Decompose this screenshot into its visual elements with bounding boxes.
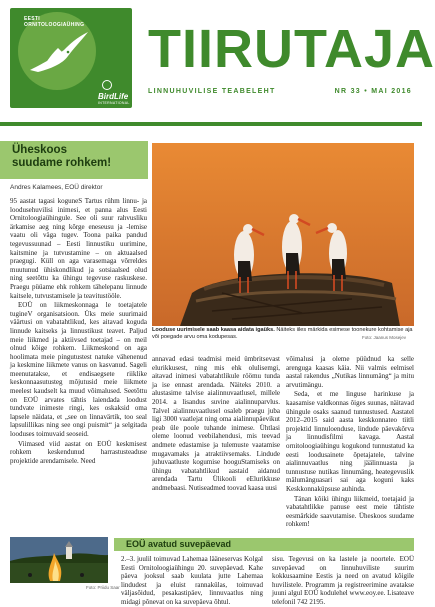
lead-paragraph: annavad edasi teadmisi meid ümbritsevast elurikkusest, ning mis ehk olulisemgi, aitavad inimesi vabatahtlikule röömu tunda ja ise ennast arendada. Näiteks 2010. a alustasime talvise aialinnuvaatlusel, millele 2014. a lisandus suvine aialinnuparvlus. Talvel aialinnuvaatlusel osaleb praegu juba ligi 3000 vaatlejat ning oma aialinnupäevikut peab üle poole tuhande inimese. Ühtlasi oleme loonud veebilahendusi, mis teevad andmete edastamise ja tulemuste vaatamise mugavamaks ja atraktiivsemaks. Lindude juhuvaatluste kogumise hooguStamiseks on ühingu vabatahtlikud aastaid aidanud arendada Tartu Ülikooli eElurikkuse andmebaasi. Nutiseadmed toovad kaasa uusi [152,355,280,492]
birdlife-logo-text: BirdLife [98,92,129,101]
newsletter-tagline: LINNUHUVILISE TEABELEHT [148,87,276,95]
newsletter-title: TIIRUTAJA [148,19,435,79]
birdlife-globe-icon [102,80,112,90]
lead-column-3 [286,355,414,535]
bottom-paragraph: 2.–3. juulil toimuvad Lahemaa lääneservas Kolgal Eesti Ornitoloogiaühingu 20. suvepäevad. Kahe päeva jooksul saab kuulata jutte Lahemaa lindudest ja eluist rannakülas, toimuvad väljasõidud, pesakastipäev, linnuvaatlus ning midagi põnevat on ka suvepäeva õhtul. [121,555,263,606]
tern-logo-icon [24,26,94,86]
photo-credit: Foto: Jaanus Mosejev [362,335,407,340]
storks-on-nest-image [152,143,414,326]
masthead-divider [0,122,422,126]
masthead-subbar [148,84,412,98]
lead-column-2 [152,355,280,535]
bottom-photo-credit: Foto: Priidu Saar [86,585,120,590]
bottom-column-1 [121,555,263,606]
bonfire-image [10,537,108,583]
lead-paragraph: EOÜ on liikmeskonnaga le toetajatele tugineV organisatsioon. Üks meie suurimaid väärtusi on vabatahtlikud, kes aitavad koguda linnude kaitseks ja linnustikust teavet. Paljud meie liikmed ja aktiivsed toetajad – on meil olnud kõige rohkem. Liikmeskond on aga hoolimata meie pingutustest natuke vähenenud ja keskmine liikmete vanus on kasvanud. Sageli meenutatakse, et endisaegsete riiklike keskonnaasutusteg mõjutusid meie liikmete meelest kaudselt ka muud võimalused. Seetõttu on EOÜ arvates tähtis laiendada loodust tundvate inimeste ringi, kes oskaksid oma lapsele näidata, et „see on linnavärtik, too seal lapsulillikas ning see ongi puismit“ ja selgitada looduses toimuvaid seoseid. [10,301,147,439]
bonfire-photo [10,537,108,583]
lead-paragraph: Tänan kõiki ühingu liikmeid, toetajaid ja vabatahtlikke panuse eest meie tähtiste eesmärkide saavutamise. Üheskoos suudame rohkem! [286,494,414,529]
lead-column-1 [10,197,147,532]
photo-caption-text: Näiteks iiles märkida esimese toonekure kohtamise aja või poegade arvu oma kodupesas. [152,327,413,340]
lead-headline [0,141,148,179]
bottom-headline: EOÜ avatud suvepäevad [114,538,414,551]
masthead [0,0,435,127]
lead-paragraph: võimalusi ja oleme püüdnud ka selle arenguga kaasas käia. Nii valmis eelmisel aastal rakendus „Nutikas linnumäng“ ja mitu arvutimängu. [286,355,414,389]
lead-byline: Andres Kalamees, EOÜ direktor [10,184,103,191]
birdlife-logo-subtext: INTERNATIONAL [98,101,130,105]
lead-headline-line1: Üheskoos [12,144,67,156]
lead-paragraph: Seda, et me linguse harinkuse ja kaasamise valdkonnas õiges suunas, näitavad ühingule osaks saanud tunnustused. Aastatel 2012–2015 said aasta keskkonnateo tiitli projektid linnuloenduse, lindude päevakõrva ja linnudisfilmi kavaga. Aastal ornitoloogiaühingu kogukond tunnustatud ka eesti loodusainete õpetajatele, talvine aialinnuvaatlus ning jäälinnuasta ja tunnustuse nutikas linnumäng, heategevuslik mälumänguasari sai aga koguni kaks Keskkonnaküpsuse auhinda. [286,390,414,493]
lead-paragraph: Viimased viid aastat on EOÜ keskmisest rohkem keskendunud harrastusteaduse projektide arendamisele. Need [10,439,147,465]
issue-number: NR 33 • MAI 2016 [334,87,412,95]
storks-photo [152,143,414,326]
lead-headline-line2: suudame rohkem! [12,157,112,169]
logo-ring-text: EESTI ORNITOLOOGIAÜHING [24,16,85,28]
bottom-column-2 [272,555,414,606]
society-logo [10,8,132,108]
lead-paragraph: 95 aastat tagasi koguneS Tartus rühm linnu- ja loodusehuvilisi inimesi, et panna alus Eesti Ornitoloogiaühingule. See oli suur rahvusliku ärkamise aeg ning kõrge eneseusu ja -lemise vaatu oli väga tugev. Toona paika pandud tegevussuunad – Eesti linnustiku uurimine, kaitsmine ja tutvustamine – on aktuaalsed praegugi. Küll on aga varasemaga võrreldes muutunud ühiskondlikud ja sotsiaalsed olud ning seetõttu ka ühingu tegevuse raskuskese. Praegu püüame ehk rohkem tähelepanu linnude kaitsele, tutvustamisele ja teavitustööle. [10,197,147,300]
photo-caption-bold: Looduse uurimisele saab kaasa aidata igaüks. [152,327,275,333]
bottom-paragraph: sisu. Tegevusi on ka lastele ja noortele. EOÜ suvepäevad on linnuhuviliste suurim kokkusaamine Eestis ja need on avatud kõigile huvilistele. Programm ja registreerimine avatakse juuni algul EOÜ kodulehel www.eoy.ee. Lisateave telefonil 742 2195. [272,555,414,606]
